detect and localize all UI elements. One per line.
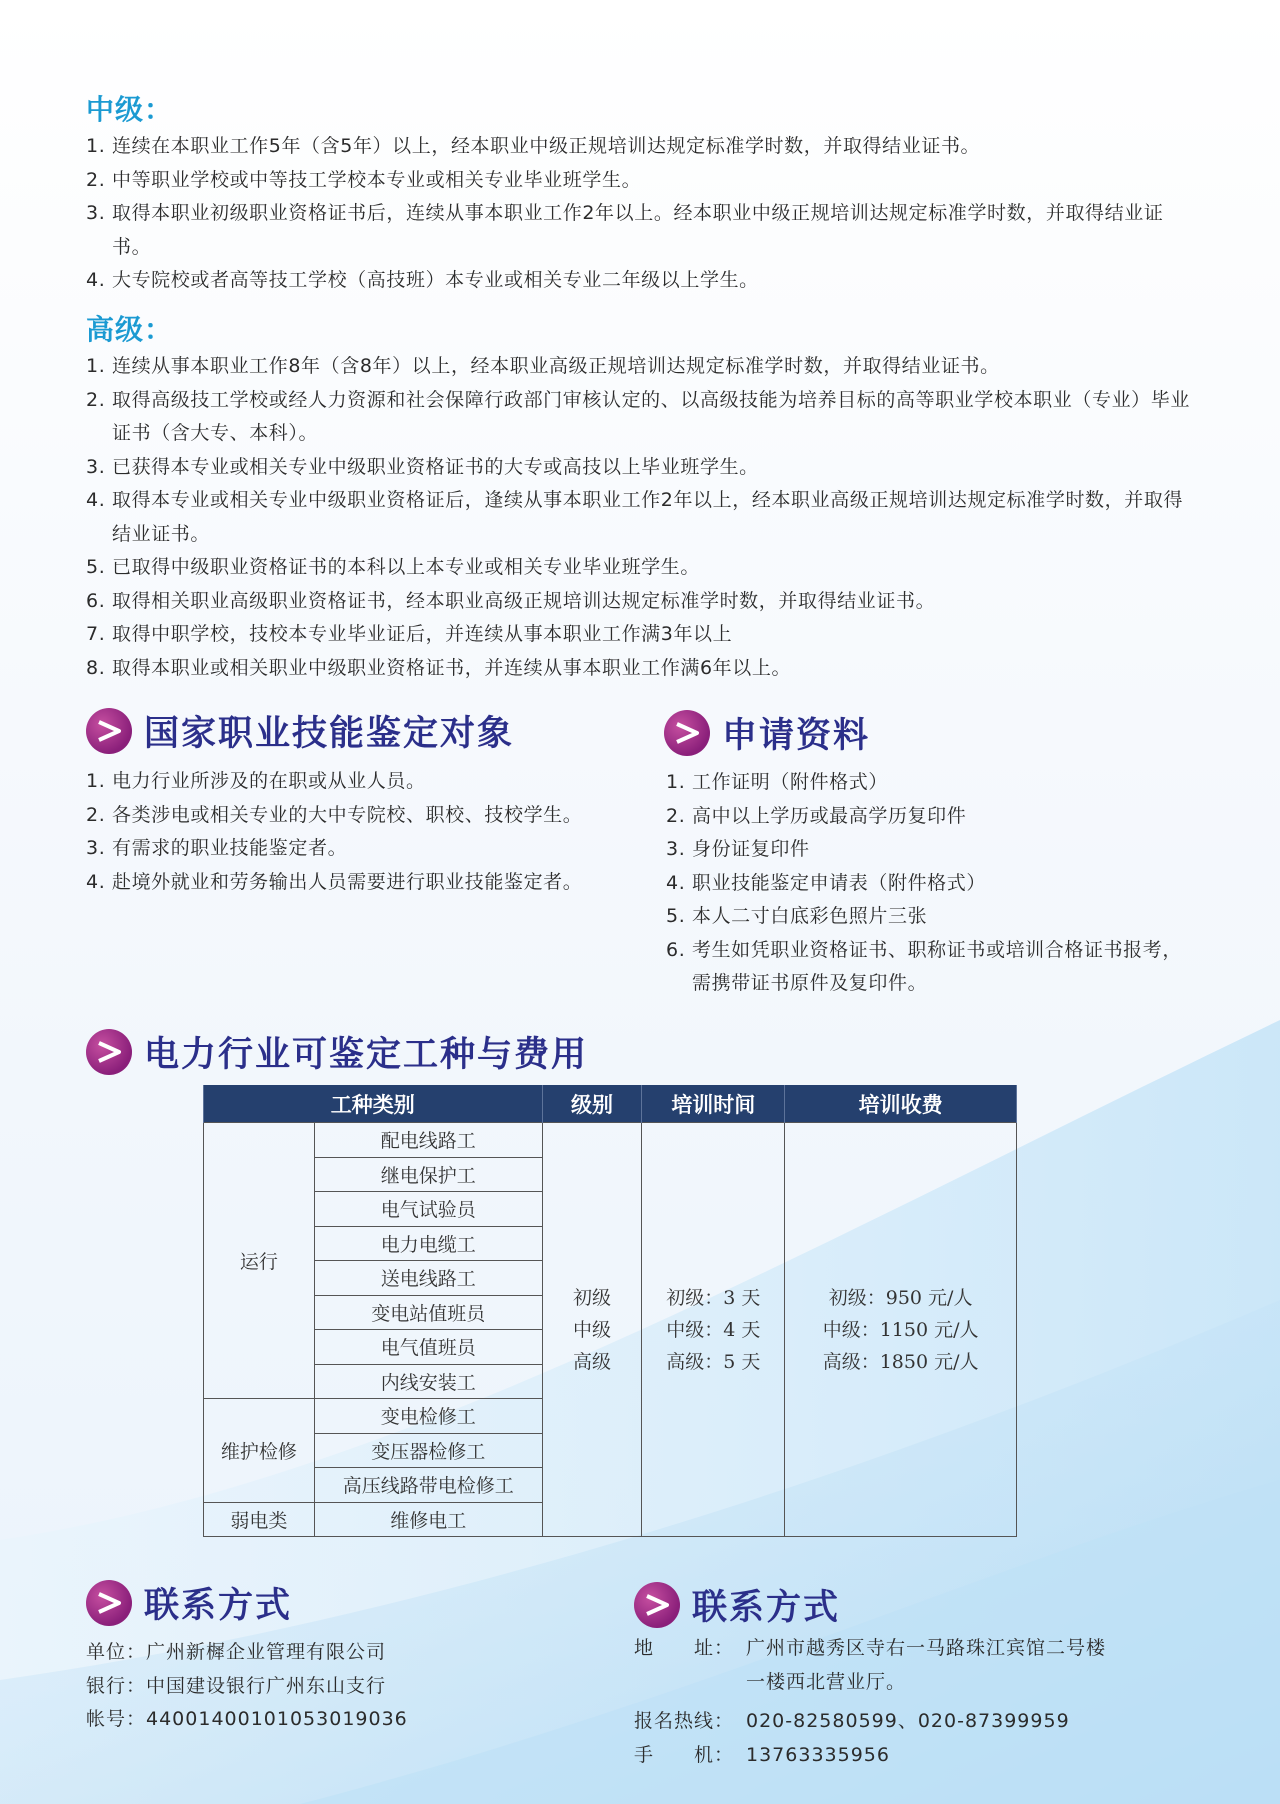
header-duration: 培训时间 — [642, 1085, 785, 1123]
list-item: 5. 本人二寸白底彩色照片三张 — [666, 905, 928, 927]
company-line: 单位：广州新樨企业管理有限公司 — [86, 1641, 387, 1663]
price-text: 初级：950 元/人 — [828, 1286, 973, 1309]
list-item: 3. 有需求的职业技能鉴定者。 — [86, 837, 348, 859]
contact-right-block — [634, 1632, 1234, 1772]
duration-text: 初级：3 天 — [666, 1286, 761, 1309]
address-row — [634, 1632, 1234, 1666]
mobile-value: 13763335956 — [746, 1743, 890, 1766]
list-item: 1. 工作证明（附件格式） — [666, 771, 888, 793]
list-item: 3. 已获得本专业或相关专业中级职业资格证书的大专或高技以上毕业班学生。 — [86, 455, 759, 478]
advanced-list — [86, 350, 1196, 685]
job-cell: 维修电工 — [314, 1502, 542, 1537]
bank-line: 银行：中国建设银行广州东山支行 — [86, 1674, 387, 1697]
job-cell: 电气值班员 — [314, 1330, 542, 1365]
job-cell: 变电站值班员 — [314, 1295, 542, 1330]
price-text: 高级：1850 元/人 — [822, 1350, 979, 1373]
job-cell: 变压器检修工 — [314, 1433, 542, 1468]
hotline-label: 报名热线： — [634, 1710, 735, 1732]
list-item: 4. 职业技能鉴定申请表（附件格式） — [666, 871, 986, 894]
materials-title: 申请资料 — [722, 716, 871, 756]
address-line1: 广州市越秀区寺右一马路珠江宾馆二号楼 — [746, 1637, 1107, 1659]
job-cell: 内线安装工 — [314, 1364, 542, 1399]
table-header-row — [204, 1085, 1017, 1123]
list-item: 5. 已取得中级职业资格证书的本科以上本专业或相关专业毕业班学生。 — [86, 556, 700, 578]
duration-text: 高级：5 天 — [666, 1350, 761, 1373]
list-item: 1. 连续从事本职业工作8年（含8年）以上，经本职业高级正规培训达规定标准学时数，并取得结业证书。 — [86, 355, 1000, 377]
levels-cell — [542, 1123, 642, 1537]
targets-list — [86, 765, 656, 899]
list-item: 1. 连续在本职业工作5年（含5年）以上，经本职业中级正规培训达规定标准学时数，并取得结业证书。 — [86, 135, 981, 157]
list-item: 3. 取得本职业初级职业资格证书后，连续从事本职业工作2年以上。经本职业中级正规培训达规定标准学时数，并取得结业证书。 — [86, 202, 1164, 258]
header-level: 级别 — [542, 1085, 642, 1123]
contact-right-section-title — [634, 1580, 840, 1630]
list-item: 2. 高中以上学历或最高学历复印件 — [666, 804, 967, 827]
materials-list — [666, 766, 1196, 1001]
account-line: 帐号：44001400101053019036 — [86, 1708, 408, 1730]
chevron-right-icon — [86, 708, 132, 754]
hotline-row — [634, 1705, 1234, 1739]
job-cell: 变电检修工 — [314, 1399, 542, 1434]
list-item: 2. 各类涉电或相关专业的大中专院校、职校、技校学生。 — [86, 803, 583, 826]
targets-title: 国家职业技能鉴定对象 — [144, 714, 515, 754]
job-cell: 送电线路工 — [314, 1261, 542, 1296]
contact-left-block — [86, 1636, 408, 1737]
list-item: 3. 身份证复印件 — [666, 838, 810, 860]
list-item: 1. 电力行业所涉及的在职或从业人员。 — [86, 770, 426, 792]
job-cell: 高压线路带电检修工 — [314, 1468, 542, 1503]
address-label: 地 址： — [634, 1637, 735, 1659]
list-item: 7. 取得中职学校，技校本专业毕业证后，并连续从事本职业工作满3年以上 — [86, 623, 733, 645]
durations-cell — [642, 1123, 785, 1537]
prices-cell — [785, 1123, 1017, 1537]
address-line2: 一楼西北营业厅。 — [746, 1670, 907, 1693]
hotline-value: 020-82580599、020-87399959 — [746, 1710, 1070, 1732]
contact-left-section-title — [86, 1578, 292, 1628]
intermediate-list — [86, 130, 1196, 298]
intermediate-heading: 中级： — [86, 93, 174, 126]
contact-right-title: 联系方式 — [692, 1588, 841, 1628]
mobile-label: 手 机： — [634, 1743, 735, 1766]
table-row — [204, 1123, 1017, 1158]
level-text: 中级 — [572, 1318, 611, 1341]
contact-left-title: 联系方式 — [144, 1586, 293, 1626]
mobile-row — [634, 1739, 1234, 1773]
category-cell: 弱电类 — [204, 1502, 315, 1537]
chevron-right-icon — [634, 1582, 680, 1628]
category-cell: 运行 — [204, 1123, 315, 1399]
header-price: 培训收费 — [785, 1085, 1017, 1123]
list-item: 2. 中等职业学校或中等技工学校本专业或相关专业毕业班学生。 — [86, 168, 642, 191]
targets-section-title — [86, 706, 514, 756]
duration-text: 中级：4 天 — [666, 1318, 761, 1341]
job-cell: 电力电缆工 — [314, 1226, 542, 1261]
job-cell: 配电线路工 — [314, 1123, 542, 1158]
fees-section-title — [86, 1027, 588, 1077]
chevron-right-icon — [664, 710, 710, 756]
advanced-heading: 高级： — [86, 313, 174, 346]
chevron-right-icon — [86, 1580, 132, 1626]
fee-table — [203, 1085, 1017, 1537]
list-item: 6. 考生如凭职业资格证书、职称证书或培训合格证书报考，需携带证书原件及复印件。 — [666, 938, 1182, 994]
list-item: 6. 取得相关职业高级职业资格证书，经本职业高级正规培训达规定标准学时数，并取得结业证书。 — [86, 589, 936, 612]
list-item: 8. 取得本职业或相关职业中级职业资格证书，并连续从事本职业工作满6年以上。 — [86, 656, 792, 679]
list-item: 2. 取得高级技工学校或经人力资源和社会保障行政部门审核认定的、以高级技能为培养目标的高等职业学校本职业（专业）毕业证书（含大专、本科）。 — [86, 388, 1190, 444]
list-item: 4. 赴境外就业和劳务输出人员需要进行职业技能鉴定者。 — [86, 870, 583, 893]
materials-section-title — [664, 708, 870, 758]
job-cell: 电气试验员 — [314, 1192, 542, 1227]
header-job-category: 工种类别 — [204, 1085, 543, 1123]
category-cell: 维护检修 — [204, 1399, 315, 1503]
list-item: 4. 取得本专业或相关专业中级职业资格证后，逢续从事本职业工作2年以上，经本职业高级正规培训达规定标准学时数，并取得结业证书。 — [86, 489, 1184, 545]
price-text: 中级：1150 元/人 — [822, 1318, 979, 1341]
level-text: 高级 — [572, 1350, 611, 1373]
level-text: 初级 — [572, 1286, 611, 1309]
chevron-right-icon — [86, 1029, 132, 1075]
list-item: 4. 大专院校或者高等技工学校（高技班）本专业或相关专业二年级以上学生。 — [86, 269, 759, 291]
fees-title: 电力行业可鉴定工种与费用 — [144, 1035, 589, 1075]
job-cell: 继电保护工 — [314, 1157, 542, 1192]
